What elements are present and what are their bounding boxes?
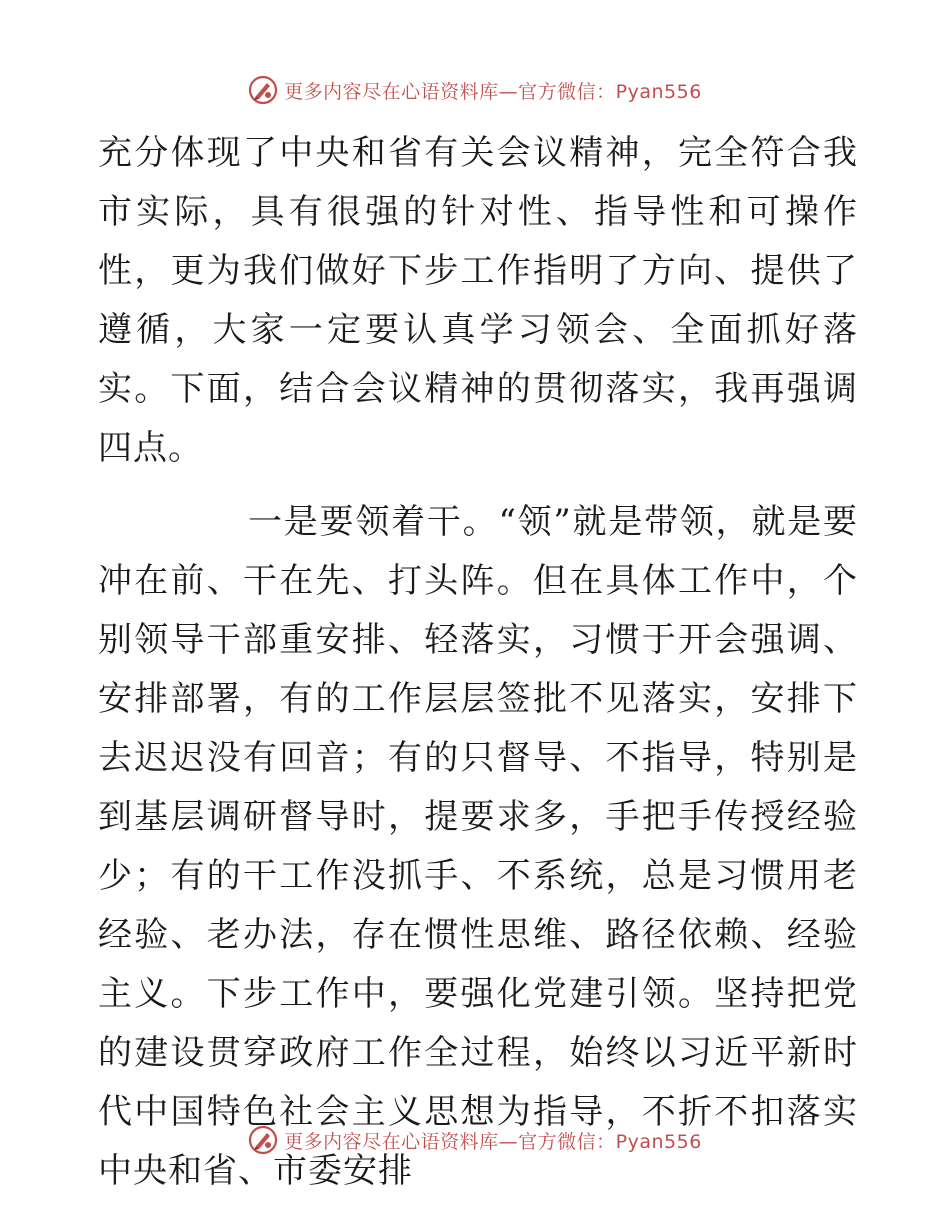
pen-seal-logo-icon [248, 1125, 278, 1155]
header-banner [0, 70, 950, 110]
document-body [98, 124, 858, 1201]
footer-banner [0, 1120, 950, 1160]
footer-banner-text: 更多内容尽在心语资料库—官方微信：Pyan556 [284, 1130, 702, 1153]
header-banner-text: 更多内容尽在心语资料库—官方微信：Pyan556 [284, 80, 702, 103]
pen-seal-logo-icon [248, 75, 278, 105]
paragraph-point-one: 一是要领着干。“领”就是带领，就是要冲在前、干在先、打头阵。但在具体工作中，个别领导干部重安排、轻落实，习惯于开会强调、安排部署，有的工作层层签批不见落实，安排下去迟迟没有回音；有的只督导、不指导，特别是到基层调研督导时，提要求多，手把手传授经验少；有的干工作没抓手、不系统，总是习惯用老经验、老办法，存在惯性思维、路径依赖、经验主义。下步工作中，要强化党建引领。坚持把党的建设贯穿政府工作全过程，始终以习近平新时代中国特色社会主义思想为指导，不折不扣落实中央和省、市委安排 [98, 502, 858, 1191]
paragraph-intro: 充分体现了中央和省有关会议精神，完全符合我市实际，具有很强的针对性、指导性和可操作性，更为我们做好下步工作指明了方向、提供了遵循，大家一定要认真学习领会、全面抓好落实。下面，结合会议精神的贯彻落实，我再强调四点。 [98, 133, 858, 468]
